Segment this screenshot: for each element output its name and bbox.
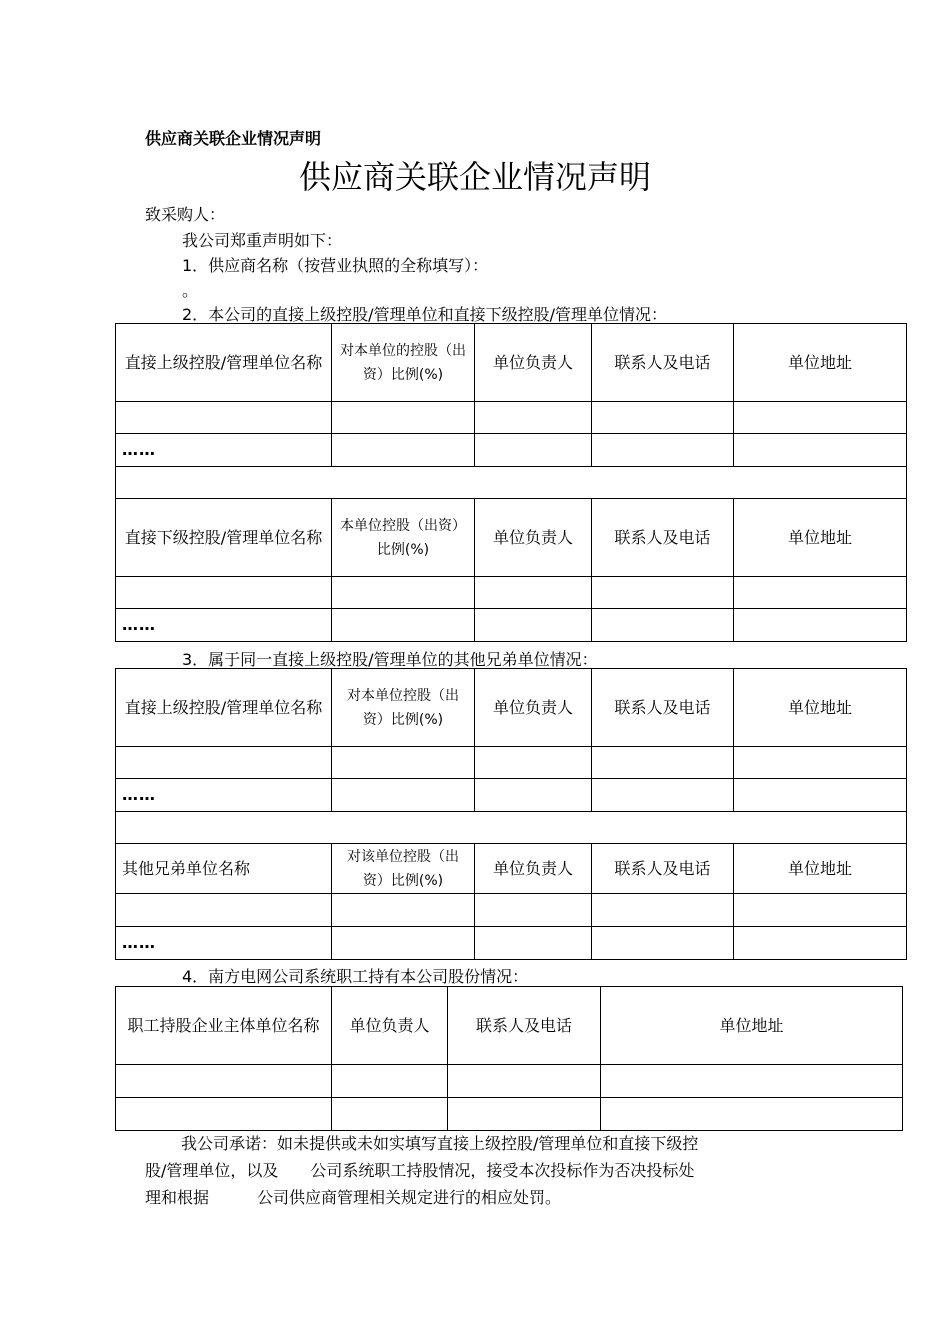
table-cell[interactable] (734, 577, 907, 609)
table-row (116, 747, 907, 779)
table-spacer-row (116, 467, 907, 499)
table-row (116, 779, 907, 812)
item-4-heading: 4．南方电网公司系统职工持有本公司股份情况： (182, 967, 529, 986)
table-cell[interactable] (116, 747, 332, 779)
table-cell[interactable] (332, 894, 475, 927)
commitment-text: 我公司承诺：如未提供或未如实填写直接上级控股/管理单位和直接下级控 (181, 1134, 699, 1153)
header-shareholding-entity: 职工持股企业主体单位名称 (116, 987, 332, 1065)
table-row (116, 894, 907, 927)
table-cell[interactable] (116, 1065, 332, 1098)
table-cell[interactable] (592, 779, 734, 812)
table-row (116, 609, 907, 642)
table-header-row (116, 499, 907, 577)
table-cell[interactable] (734, 779, 907, 812)
table-cell[interactable] (332, 434, 475, 467)
table-cell[interactable] (475, 609, 592, 642)
commitment-line: 股/管理单位，以及 公司系统职工持股情况，接受本次投标作为否决投标处 (145, 1161, 695, 1180)
table-sibling-units (115, 668, 907, 960)
header-upper-unit-name: 直接上级控股/管理单位名称 (116, 324, 332, 402)
commitment-line (145, 1130, 815, 1157)
header-unit-address: 单位地址 (601, 987, 903, 1065)
table-cell[interactable] (475, 927, 592, 960)
table-cell[interactable] (332, 402, 475, 434)
header-unit-leader: 单位负责人 (475, 324, 592, 402)
table-cell[interactable] (116, 577, 332, 609)
header-unit-address: 单位地址 (734, 324, 907, 402)
table-cell[interactable] (332, 927, 475, 960)
salutation: 致采购人： (145, 205, 226, 224)
table-parent-subsidiary (115, 323, 907, 642)
table-cell[interactable] (332, 1065, 448, 1098)
header-upper-unit-name: 直接上级控股/管理单位名称 (116, 669, 332, 747)
header-lower-unit-name: 直接下级控股/管理单位名称 (116, 499, 332, 577)
table-cell[interactable] (448, 1065, 601, 1098)
ellipsis-cell: …… (116, 779, 332, 812)
table-row (116, 434, 907, 467)
header-contact-phone: 联系人及电话 (592, 669, 734, 747)
header-unit-leader: 单位负责人 (475, 844, 592, 894)
table-cell[interactable] (592, 894, 734, 927)
commitment-line: 理和根据 公司供应商管理相关规定进行的相应处罚。 (145, 1188, 562, 1207)
table-header-row (116, 669, 907, 747)
header-share-ratio: 对本单位控股（出资）比例(%) (332, 669, 475, 747)
table-cell[interactable] (734, 434, 907, 467)
header-share-ratio: 本单位控股（出资）比例(%) (332, 499, 475, 577)
intro-text: 我公司郑重声明如下： (182, 231, 343, 250)
header-unit-address: 单位地址 (734, 499, 907, 577)
table-cell[interactable] (734, 402, 907, 434)
table-cell[interactable] (332, 779, 475, 812)
ellipsis-cell: …… (116, 434, 332, 467)
table-cell[interactable] (601, 1098, 903, 1131)
table-cell[interactable] (332, 747, 475, 779)
table-cell[interactable] (475, 402, 592, 434)
spacer-cell (116, 812, 907, 844)
table-cell[interactable] (332, 1098, 448, 1131)
header-share-ratio: 对本单位的控股（出资）比例(%) (332, 324, 475, 402)
header-unit-address: 单位地址 (734, 669, 907, 747)
header-unit-leader: 单位负责人 (475, 669, 592, 747)
table-cell[interactable] (475, 434, 592, 467)
table-cell[interactable] (475, 779, 592, 812)
table-cell[interactable] (592, 402, 734, 434)
table-cell[interactable] (116, 894, 332, 927)
table-header-row (116, 987, 903, 1065)
header-sibling-unit-name: 其他兄弟单位名称 (116, 844, 332, 894)
table-cell[interactable] (601, 1065, 903, 1098)
header-unit-leader: 单位负责人 (332, 987, 448, 1065)
table-row (116, 927, 907, 960)
header-unit-address: 单位地址 (734, 844, 907, 894)
ellipsis-cell: …… (116, 927, 332, 960)
table-cell[interactable] (475, 894, 592, 927)
table-header-row (116, 324, 907, 402)
item-1-end: 。 (182, 281, 199, 300)
table-cell[interactable] (592, 434, 734, 467)
header-contact-phone: 联系人及电话 (592, 499, 734, 577)
table-cell[interactable] (116, 402, 332, 434)
table-row (116, 577, 907, 609)
table-employee-shareholding (115, 986, 903, 1131)
table-cell[interactable] (734, 894, 907, 927)
header-contact-phone: 联系人及电话 (592, 844, 734, 894)
table-cell[interactable] (332, 577, 475, 609)
document-small-title: 供应商关联企业情况声明 (145, 129, 322, 148)
header-contact-phone: 联系人及电话 (448, 987, 601, 1065)
table-spacer-row (116, 812, 907, 844)
table-cell[interactable] (592, 577, 734, 609)
item-3-heading: 3．属于同一直接上级控股/管理单位的其他兄弟单位情况： (182, 650, 598, 669)
table-header-row (116, 844, 907, 894)
table-cell[interactable] (734, 747, 907, 779)
document-title: 供应商关联企业情况声明 (298, 158, 651, 196)
table-row (116, 1098, 903, 1131)
commitment-paragraph (145, 1130, 815, 1211)
item-2-heading: 2．本公司的直接上级控股/管理单位和直接下级控股/管理单位情况： (182, 305, 667, 324)
table-cell[interactable] (734, 609, 907, 642)
header-share-ratio: 对该单位控股（出资）比例(%) (332, 844, 475, 894)
spacer-cell (116, 467, 907, 499)
table-row (116, 402, 907, 434)
table-cell[interactable] (116, 1098, 332, 1131)
table-cell[interactable] (332, 609, 475, 642)
table-cell[interactable] (475, 577, 592, 609)
table-cell[interactable] (592, 927, 734, 960)
table-cell[interactable] (734, 927, 907, 960)
table-cell[interactable] (592, 609, 734, 642)
ellipsis-cell: …… (116, 609, 332, 642)
table-cell[interactable] (475, 747, 592, 779)
table-cell[interactable] (592, 747, 734, 779)
table-row (116, 1065, 903, 1098)
header-contact-phone: 联系人及电话 (592, 324, 734, 402)
header-unit-leader: 单位负责人 (475, 499, 592, 577)
item-1-supplier-name: 1．供应商名称（按营业执照的全称填写）： (182, 256, 489, 275)
table-cell[interactable] (448, 1098, 601, 1131)
